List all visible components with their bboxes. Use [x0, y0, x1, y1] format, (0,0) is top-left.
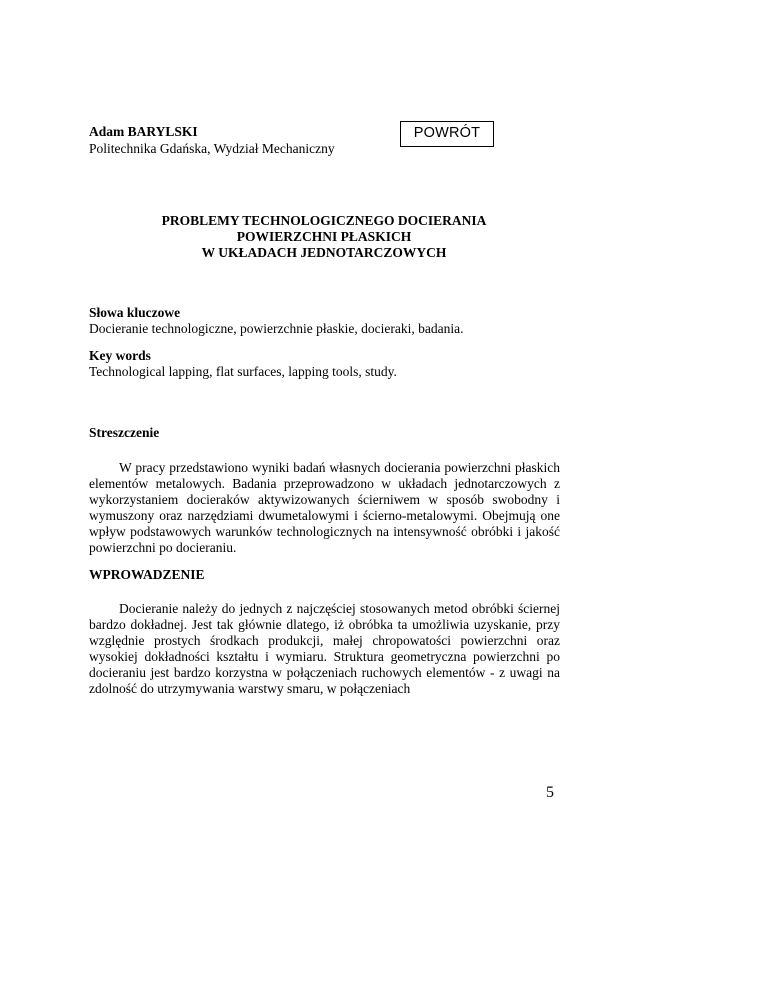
title-line-3: W UKŁADACH JEDNOTARCZOWYCH [201, 245, 447, 260]
keywords-en-heading: Key words [89, 348, 151, 363]
title-line-2: POWIERZCHNI PŁASKICH [236, 229, 412, 244]
introduction-heading: WPROWADZENIE [89, 567, 205, 582]
keywords-en-text: Technological lapping, flat surfaces, lapping tools, study. [89, 364, 397, 379]
author-name: Adam BARYLSKI [89, 124, 198, 139]
back-button[interactable]: POWRÓT [400, 121, 494, 147]
abstract-heading: Streszczenie [89, 425, 160, 440]
keywords-pl-text: Docieranie technologiczne, powierzchnie płaskie, docieraki, badania. [89, 321, 464, 336]
introduction-body: Docieranie należy do jednych z najczęściej stosowanych metod obróbki ściernej bardzo dokładnej. Jest tak głównie dlatego, iż obróbka ta umożliwia uzyskanie, przy względnie prostych środkach produkcji, małej chropowatości powierzchni oraz wysokiej dokładności kształtu i wymiaru. Struktura geometryczna powierzchni po docieraniu jest bardzo korzystna w połączeniach ruchowych elementów - z uwagi na zdolność do utrzymywania warstwy smaru, w połączeniach [89, 601, 560, 696]
introduction-body-container [89, 601, 560, 697]
abstract-body: W pracy przedstawiono wyniki badań własnych docierania powierzchni płaskich elementów metalowych. Badania przeprowadzono w układach jednotarczowych z wykorzystaniem docieraków aktywizowanych ścierniwem w sposób swobodny i wymuszony oraz narzędziami dwumetalowymi i ścierno-metalowymi. Obejmują one wpływ podstawowych warunków technologicznych na intensywność obróbki i jakość powierzchni po docieraniu. [89, 460, 560, 555]
abstract-section [89, 425, 560, 441]
author-affiliation: Politechnika Gdańska, Wydział Mechaniczny [89, 141, 335, 156]
title-line-1: PROBLEMY TECHNOLOGICZNEGO DOCIERANIA [161, 213, 487, 228]
abstract-body-container [89, 460, 560, 556]
paper-title [89, 213, 559, 261]
keywords-pl-heading: Słowa kluczowe [89, 305, 181, 320]
keywords-pl-section [89, 305, 560, 337]
author-block [89, 123, 335, 157]
keywords-en-section [89, 348, 560, 380]
page-number: 5 [546, 784, 554, 801]
introduction-section [89, 567, 560, 583]
